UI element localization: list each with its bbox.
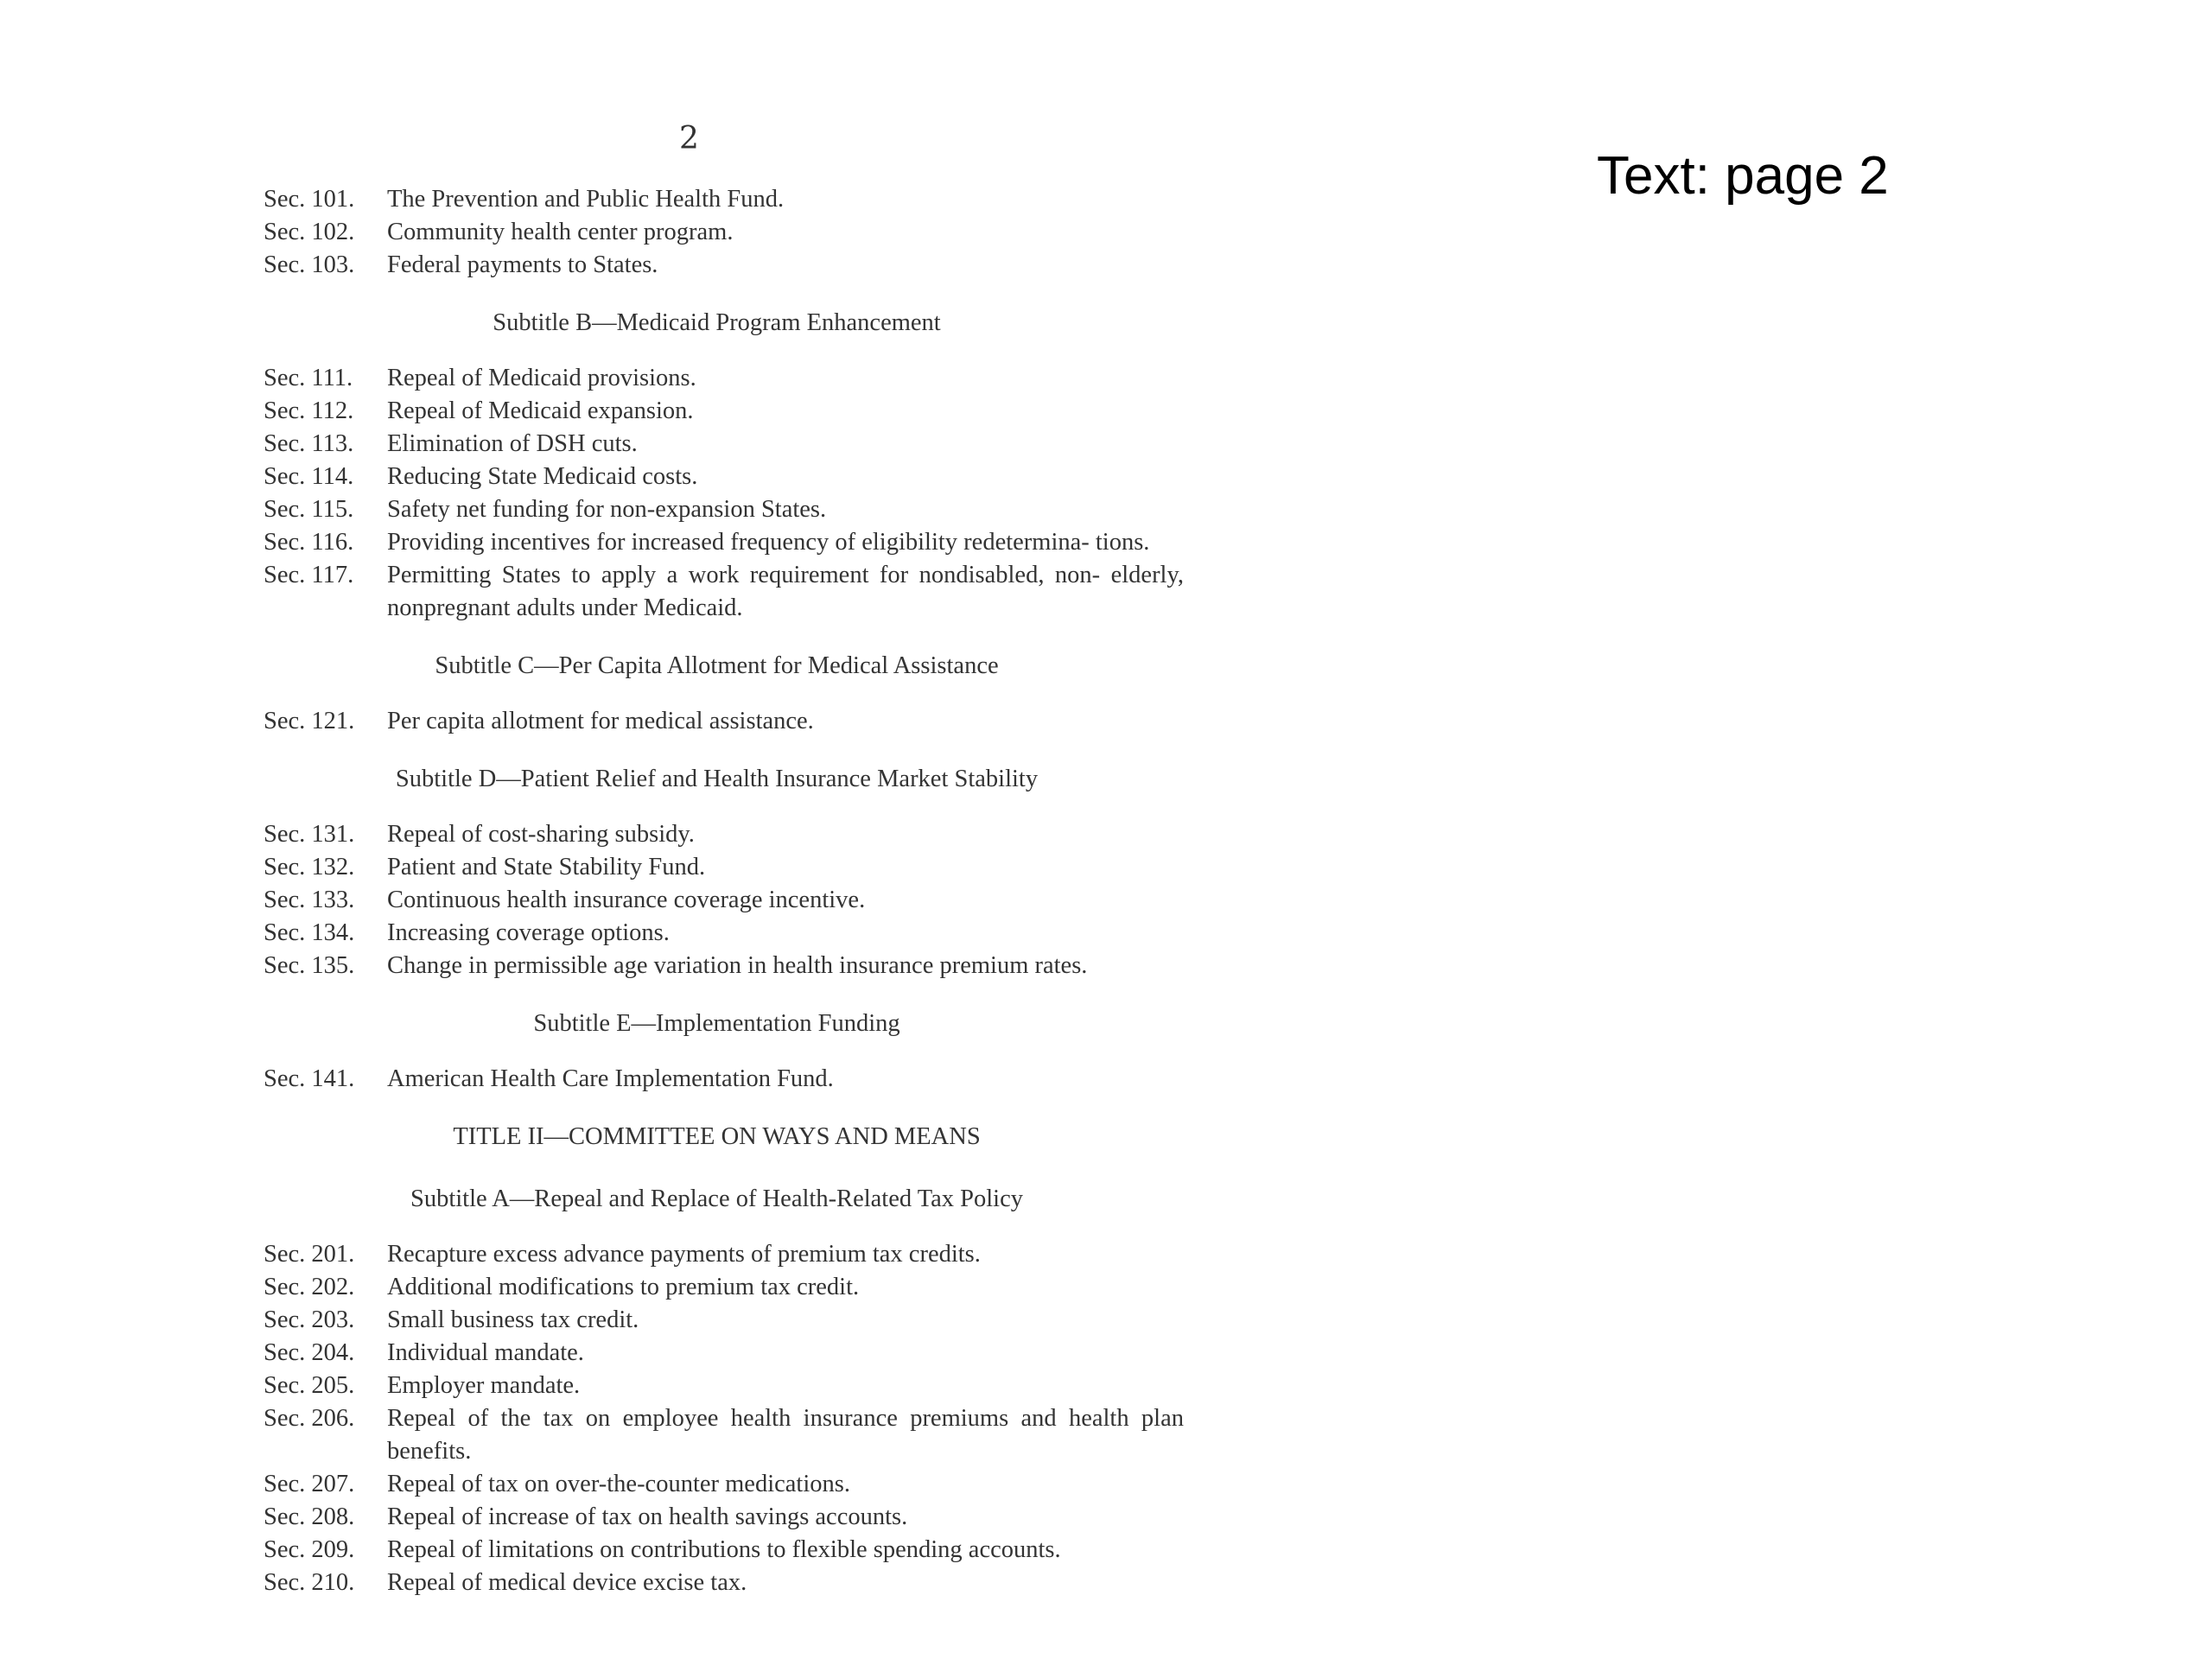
section-title: Per capita allotment for medical assistance.: [387, 708, 814, 734]
toc-entry: [264, 1337, 1184, 1370]
section-number: Sec. 131.: [264, 821, 355, 848]
toc-entry: [264, 1370, 1184, 1402]
section-title: Small business tax credit.: [387, 1306, 639, 1333]
section-title: Increasing coverage options.: [387, 919, 670, 946]
section-number: Sec. 202.: [264, 1274, 355, 1300]
toc-entry: [264, 1501, 1184, 1534]
toc-entry: [264, 526, 1184, 559]
section-number: Sec. 203.: [264, 1306, 355, 1333]
toc-entry: [264, 950, 1184, 982]
section-title: Repeal of increase of tax on health savings accounts.: [387, 1503, 908, 1530]
toc-entry: [264, 1238, 1184, 1271]
toc-entry: [264, 1468, 1184, 1501]
toc-entry: [264, 183, 1184, 216]
page-label: Text: page 2: [1597, 146, 1889, 206]
section-number: Sec. 132.: [264, 854, 355, 880]
toc-entry: [264, 705, 1184, 738]
section-title: Change in permissible age variation in health insurance premium rates.: [387, 952, 1088, 979]
section-title: Federal payments to States.: [387, 251, 658, 278]
title-heading: TITLE II—COMMITTEE ON WAYS AND MEANS: [453, 1123, 981, 1150]
section-number: Sec. 114.: [264, 463, 354, 490]
section-number: Sec. 103.: [264, 251, 355, 278]
subtitle-heading: Subtitle E—Implementation Funding: [533, 1010, 900, 1037]
section-number: Sec. 133.: [264, 887, 355, 913]
section-number: Sec. 201.: [264, 1241, 355, 1268]
toc-entry: [264, 818, 1184, 851]
section-title: Continuous health insurance coverage incentive.: [387, 887, 866, 913]
section-number: Sec. 134.: [264, 919, 355, 946]
section-number: Sec. 207.: [264, 1471, 355, 1497]
section-number: Sec. 112.: [264, 397, 354, 424]
section-title: Repeal of limitations on contributions to flexible spending accounts.: [387, 1536, 1061, 1563]
toc-entry: [264, 917, 1184, 950]
toc-entry: [264, 1304, 1184, 1337]
section-number: Sec. 206.: [264, 1405, 355, 1432]
section-number: Sec. 135.: [264, 952, 355, 979]
section-number: Sec. 210.: [264, 1569, 355, 1596]
section-title: Repeal of Medicaid expansion.: [387, 397, 694, 424]
section-number: Sec. 141.: [264, 1065, 355, 1092]
toc-entry: [264, 461, 1184, 493]
section-number: Sec. 102.: [264, 219, 355, 245]
section-number: Sec. 116.: [264, 529, 354, 556]
section-number: Sec. 205.: [264, 1372, 355, 1399]
section-title: Employer mandate.: [387, 1372, 581, 1399]
section-number: Sec. 115.: [264, 496, 354, 523]
page-number: 2: [679, 121, 699, 156]
section-number: Sec. 121.: [264, 708, 355, 734]
table-of-contents: [264, 183, 1184, 1599]
section-title: Patient and State Stability Fund.: [387, 854, 706, 880]
section-number: Sec. 204.: [264, 1339, 355, 1366]
section-title: Repeal of the tax on employee health insurance premiums and health plan benefits.: [387, 1405, 1184, 1465]
toc-entry: [264, 1534, 1184, 1567]
toc-entry: [264, 884, 1184, 917]
toc-entry: [264, 851, 1184, 884]
toc-entry: [264, 428, 1184, 461]
section-number: Sec. 209.: [264, 1536, 355, 1563]
toc-entry: [264, 1063, 1184, 1096]
section-title: Additional modifications to premium tax credit.: [387, 1274, 860, 1300]
toc-entry: [264, 1402, 1184, 1468]
section-title: Recapture excess advance payments of premium tax credits.: [387, 1241, 981, 1268]
section-title: Providing incentives for increased frequency of eligibility redetermina- tions.: [387, 529, 1150, 556]
section-title: Elimination of DSH cuts.: [387, 430, 638, 457]
toc-entry: [264, 249, 1184, 282]
section-title: Safety net funding for non-expansion States.: [387, 496, 827, 523]
subtitle-heading: Subtitle B—Medicaid Program Enhancement: [493, 309, 941, 336]
section-title: Individual mandate.: [387, 1339, 584, 1366]
section-title: Repeal of Medicaid provisions.: [387, 365, 696, 391]
toc-entry: [264, 493, 1184, 526]
subtitle-heading: Subtitle A—Repeal and Replace of Health-Related Tax Policy: [410, 1185, 1023, 1212]
section-title: Repeal of medical device excise tax.: [387, 1569, 747, 1596]
subtitle-heading: Subtitle D—Patient Relief and Health Insurance Market Stability: [395, 766, 1039, 792]
section-title: Repeal of cost-sharing subsidy.: [387, 821, 695, 848]
toc-entry: [264, 395, 1184, 428]
section-number: Sec. 113.: [264, 430, 354, 457]
section-title: Community health center program.: [387, 219, 734, 245]
toc-entry: [264, 1567, 1184, 1599]
toc-entry: [264, 559, 1184, 625]
section-number: Sec. 111.: [264, 365, 353, 391]
section-title: Reducing State Medicaid costs.: [387, 463, 698, 490]
section-title: American Health Care Implementation Fund.: [387, 1065, 834, 1092]
section-title: Permitting States to apply a work requirement for nondisabled, non- elderly, nonpregnant adults under Medicaid.: [387, 562, 1184, 621]
section-number: Sec. 208.: [264, 1503, 355, 1530]
section-title: Repeal of tax on over-the-counter medications.: [387, 1471, 850, 1497]
section-number: Sec. 117.: [264, 562, 354, 588]
subtitle-heading: Subtitle C—Per Capita Allotment for Medical Assistance: [435, 652, 999, 679]
section-title: The Prevention and Public Health Fund.: [387, 186, 785, 213]
section-number: Sec. 101.: [264, 186, 355, 213]
toc-entry: [264, 216, 1184, 249]
toc-entry: [264, 1271, 1184, 1304]
toc-entry: [264, 362, 1184, 395]
